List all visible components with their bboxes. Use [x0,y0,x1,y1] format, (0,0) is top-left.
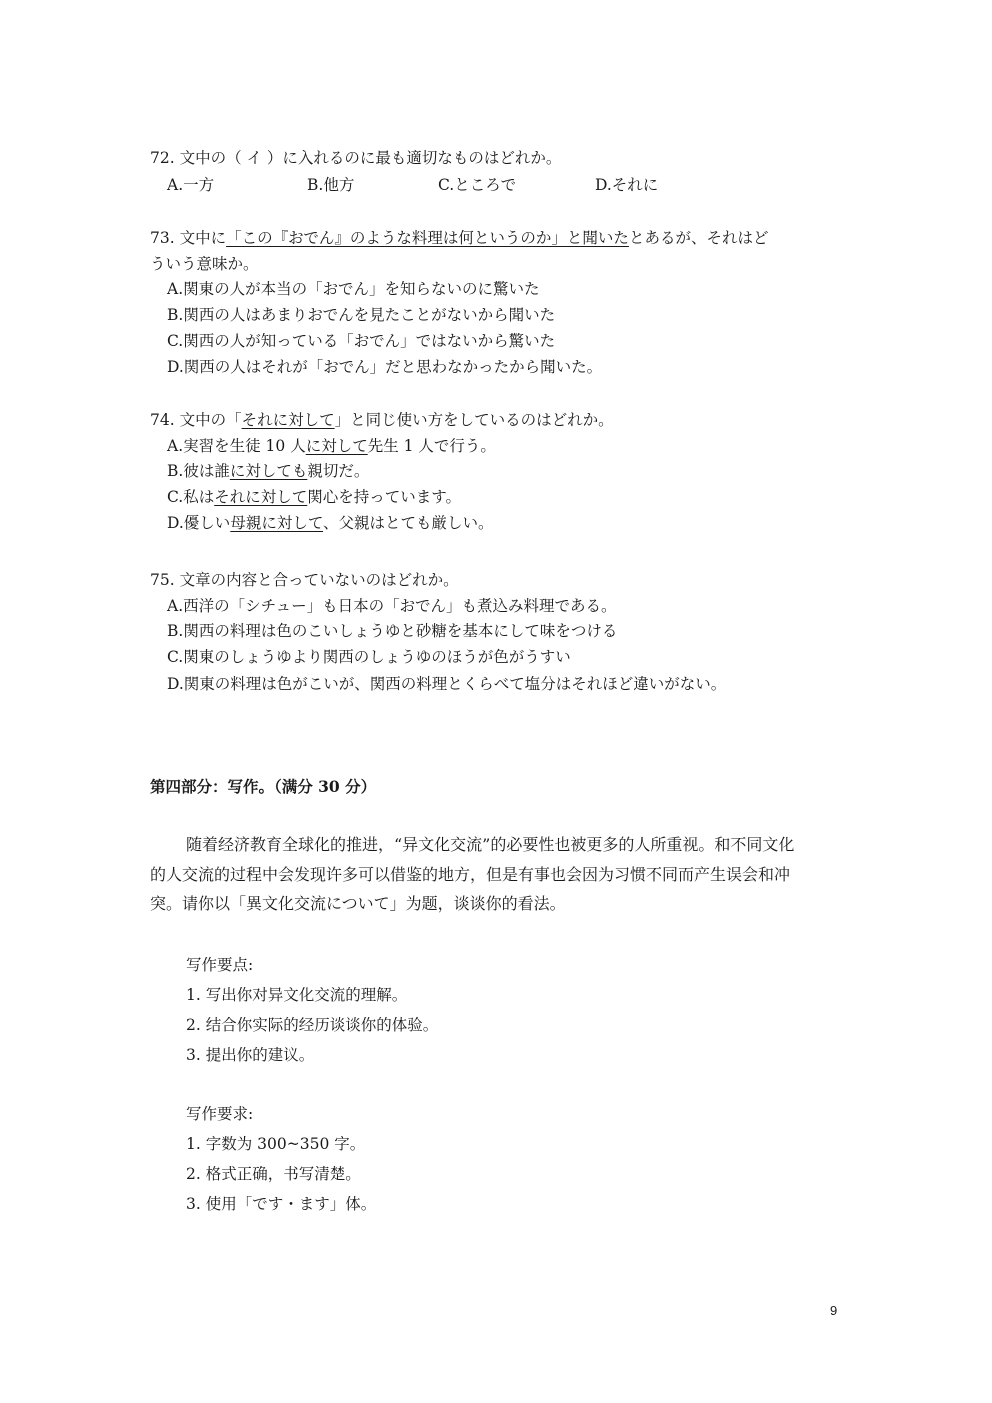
q73-stem-post: とあるが、それはど [628,229,769,247]
q73-option-a: A.関東の人が本当の「おでん」を知らないのに驚いた [167,280,540,298]
q72-option-d: D.それに [595,176,659,194]
q74-stem-post: 」と同じ使い方をしているのはどれか。 [334,411,614,429]
q74-option-d [167,513,494,533]
q74-option-d-underlined: 母親に対して [230,514,324,532]
q74-stem-underlined: それに対して [241,411,335,429]
writing-point-1: 1. 写出你对异文化交流的理解。 [186,986,408,1004]
q72-option-a: A.一方 [167,176,215,194]
q72-option-b: B.他方 [307,176,355,194]
q73-option-c: C.関西の人が知っている「おでん」ではないから驚いた [167,332,556,350]
section4-paragraph-line3: 突。请你以「異文化交流について」为题，谈谈你的看法。 [150,894,566,913]
writing-point-3: 3. 提出你的建议。 [186,1046,315,1064]
q74-option-a-pre: A.実習を生徒 10 人 [167,437,306,455]
q75-option-c: C.関東のしょうゆより関西のしょうゆのほうが色がうすい [167,648,571,666]
writing-requirement-3: 3. 使用「です・ます」体。 [186,1195,377,1213]
q75-stem: 75. 文章の内容と合っていないのはどれか。 [150,571,459,589]
q73-option-d: D.関西の人はそれが「おでん」だと思わなかったから聞いた。 [167,358,603,376]
q73-stem-underlined: 「この『おでん』のような料理は何というのか」と聞いた [226,229,629,247]
q74-option-c-underlined: それに対して [214,488,308,506]
q74-option-d-pre: D.優しい [167,514,231,532]
q74-option-a-post: 先生 1 人で行う。 [367,437,496,455]
q74-option-b-pre: B.彼は誰 [167,462,230,480]
q74-option-c-pre: C.私は [167,488,215,506]
q74-option-a-underlined: に対して [305,437,368,455]
writing-requirement-2: 2. 格式正确，书写清楚。 [186,1165,361,1183]
section4-paragraph-line1: 随着经济教育全球化的推进，“异文化交流”的必要性也被更多的人所重视。和不同文化 [186,835,795,854]
page-number: 9 [830,1303,838,1318]
q74-option-a [167,436,496,456]
q75-option-b: B.関西の料理は色のこいしょうゆと砂糖を基本にして味をつける [167,622,618,640]
writing-point-2: 2. 结合你实际的经历谈谈你的体验。 [186,1016,439,1034]
section4-title: 第四部分：写作。（满分 30 分） [150,777,377,796]
q74-option-c-post: 関心を持っています。 [307,488,462,506]
writing-requirement-1: 1. 字数为 300~350 字。 [186,1135,366,1153]
q74-stem-pre: 74. 文中の「 [150,411,242,429]
q74-option-b-post: 親切だ。 [307,462,370,480]
q74-option-c [167,487,461,507]
writing-points-title: 写作要点: [186,956,254,974]
q73-stem-pre: 73. 文中に [150,229,227,247]
q75-option-a: A.西洋の「シチュー」も日本の「おでん」も煮込み料理である。 [167,597,617,615]
q73-stem [150,228,768,248]
q72-stem: 72. 文中の（ イ ）に入れるのに最も適切なものはどれか。 [150,149,562,167]
q74-option-b-underlined: に対しても [229,462,308,480]
q73-option-b: B.関西の人はあまりおでんを見たことがないから聞いた [167,306,556,324]
q74-stem [150,410,614,430]
section4-paragraph-line2: 的人交流的过程中会发现许多可以借鉴的地方，但是有事也会因为习惯不同而产生误会和冲 [150,865,791,884]
q74-option-d-post: 、父親はとても厳しい。 [323,514,494,532]
q72-option-c: C.ところで [438,176,517,194]
q74-option-b [167,461,369,481]
writing-requirements-title: 写作要求: [186,1105,254,1123]
q75-option-d: D.関東の料理は色がこいが、関西の料理とくらべて塩分はそれほど違いがない。 [167,675,727,693]
q73-stem-line2: ういう意味か。 [150,255,259,273]
